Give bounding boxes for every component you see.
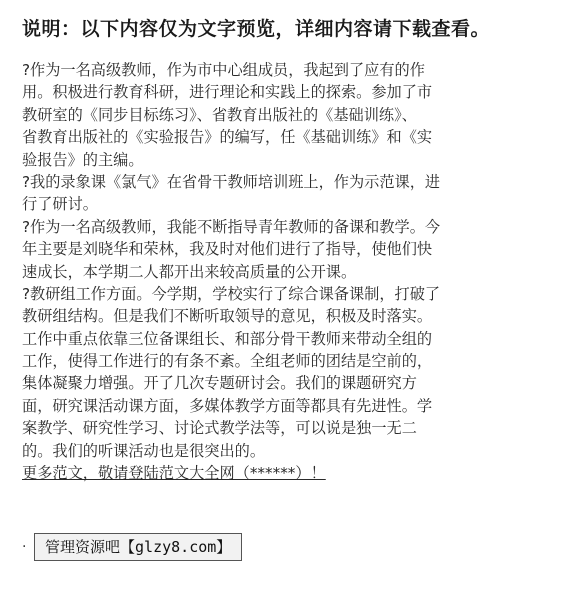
text-line: 行了研讨。 <box>22 195 98 214</box>
more-essays-link[interactable]: 更多范文，敬请登陆范文大全网（******）！ <box>22 464 326 483</box>
text-line: 速成长，本学期二人都开出来较高质量的公开课。 <box>22 262 357 281</box>
badge-site-url: 【glzy8.com】 <box>120 538 232 556</box>
document-body <box>22 59 562 484</box>
footer-row <box>22 533 242 561</box>
text-line: 工作中重点依靠三位备课组长、和部分骨干教师来带动全组的 <box>22 329 433 348</box>
badge-site-name: 管理资源吧 <box>45 538 121 556</box>
text-line: 用。积极进行教育科研，进行理论和实践上的探索。参加了市 <box>22 83 433 102</box>
text-line: 工作，使得工作进行的有条不紊。全组老师的团结是空前的， <box>22 352 433 371</box>
text-line: 集体凝聚力增强。开了几次专题研讨会。我们的课题研究方 <box>22 374 417 393</box>
text-line: 验报告》的主编。 <box>22 150 144 169</box>
text-line: 教研室的《同步目标练习》、省教育出版社的《基础训练》、 <box>22 105 417 124</box>
text-line: ?作为一名高级教师，作为市中心组成员，我起到了应有的作 <box>22 61 425 79</box>
text-line: 年主要是刘晓华和荣林，我及时对他们进行了指导，使他们快 <box>22 240 433 259</box>
text-line: ?教研组工作方面。今学期，学校实行了综合课备课制，打破了 <box>22 284 441 303</box>
text-line: 的。我们的听课活动也是很突出的。 <box>22 441 265 460</box>
site-badge[interactable] <box>34 533 242 561</box>
text-line: 面，研究课活动课方面，多媒体教学方面等都具有先进性。学 <box>22 396 433 415</box>
text-line: 省教育出版社的《实验报告》的编写，任《基础训练》和《实 <box>22 128 433 147</box>
bullet-icon: · <box>22 539 27 555</box>
text-line: ?作为一名高级教师，我能不断指导青年教师的备课和教学。今 <box>22 217 441 236</box>
text-line: 案教学、研究性学习、讨论式教学法等，可以说是独一无二 <box>22 419 417 438</box>
text-line: 教研组结构。但是我们不断听取领导的意见，积极及时落实。 <box>22 307 433 326</box>
preview-notice: 说明：以下内容仅为文字预览，详细内容请下载查看。 <box>22 18 491 40</box>
text-line: ?我的录象课《氯气》在省骨干教师培训班上，作为示范课，进 <box>22 172 441 191</box>
